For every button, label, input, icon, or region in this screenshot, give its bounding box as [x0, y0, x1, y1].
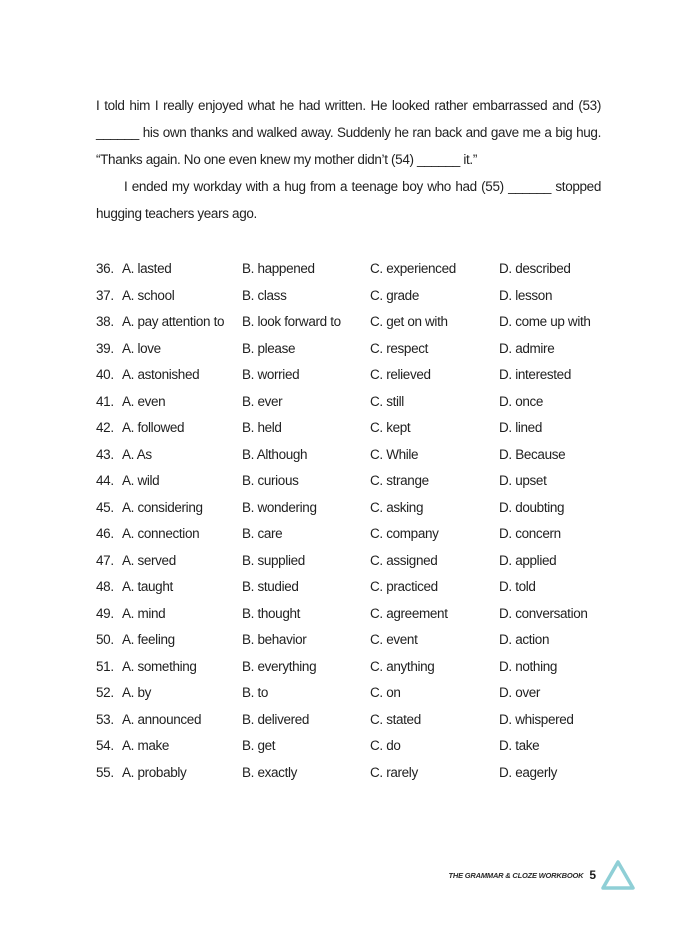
question-number: 53.	[96, 711, 114, 727]
option-d: D. over	[499, 685, 541, 700]
option-row	[96, 654, 601, 681]
option-a: A. followed	[122, 420, 185, 435]
option-b: B. studied	[242, 579, 299, 594]
option-c: C. experienced	[370, 261, 456, 276]
option-a: A. pay attention to	[122, 314, 225, 329]
question-number: 52.	[96, 685, 114, 700]
option-d: D. come up with	[499, 314, 591, 329]
option-c: C. relieved	[370, 367, 431, 382]
passage-paragraph-2: I ended my workday with a hug from a teenage boy who had (55) ______ stopped hugging teachers years ago.	[96, 179, 601, 221]
option-a: A. As	[122, 446, 152, 462]
option-row	[96, 442, 601, 469]
question-number: 54.	[96, 738, 114, 753]
question-number: 36.	[96, 261, 114, 276]
option-b: B. look forward to	[242, 314, 341, 329]
option-a: A. school	[122, 287, 175, 303]
option-d: D. nothing	[499, 658, 558, 674]
option-a: A. announced	[122, 711, 202, 727]
option-b: B. happened	[242, 261, 315, 276]
question-number: 46.	[96, 526, 114, 541]
option-b: B. supplied	[242, 552, 305, 568]
option-a: A. taught	[122, 579, 173, 594]
option-c: C. assigned	[370, 552, 438, 568]
option-d: D. doubting	[499, 499, 565, 515]
option-row	[96, 362, 601, 389]
option-row	[96, 627, 601, 654]
option-c: C. asking	[370, 499, 424, 515]
option-b: B. please	[242, 340, 296, 356]
question-number: 51.	[96, 658, 114, 674]
option-a: A. wild	[122, 473, 160, 488]
question-number: 50.	[96, 632, 114, 647]
option-c: C. strange	[370, 473, 429, 488]
question-number: 55.	[96, 764, 114, 780]
option-row	[96, 415, 601, 442]
answer-options-list	[96, 256, 601, 786]
option-row	[96, 707, 601, 734]
option-d: D. lesson	[499, 287, 553, 303]
option-a: A. make	[122, 738, 170, 753]
option-d: D. admire	[499, 340, 555, 356]
question-number: 40.	[96, 367, 114, 382]
option-row	[96, 309, 601, 336]
option-a: A. probably	[122, 764, 187, 780]
option-row	[96, 548, 601, 575]
option-b: B. held	[242, 420, 282, 435]
option-b: B. everything	[242, 658, 317, 674]
option-row	[96, 601, 601, 628]
option-b: B. care	[242, 526, 283, 541]
option-row	[96, 733, 601, 760]
option-b: B. delivered	[242, 711, 310, 727]
option-c: C. rarely	[370, 764, 418, 780]
question-number: 43.	[96, 446, 114, 462]
option-c: C. still	[370, 393, 404, 409]
option-b: B. class	[242, 287, 287, 303]
option-d: D. lined	[499, 420, 542, 435]
option-c: C. on	[370, 685, 401, 700]
question-number: 37.	[96, 287, 114, 303]
option-c: C. get on with	[370, 314, 448, 329]
option-c: C. stated	[370, 711, 421, 727]
page-footer	[449, 858, 637, 892]
option-a: A. connection	[122, 526, 200, 541]
triangle-outline-icon	[600, 859, 636, 891]
option-d: D. action	[499, 632, 550, 647]
option-a: A. lasted	[122, 261, 172, 276]
question-number: 48.	[96, 579, 114, 594]
option-row	[96, 495, 601, 522]
question-number: 47.	[96, 552, 114, 568]
option-d: D. applied	[499, 552, 557, 568]
option-a: A. considering	[122, 499, 203, 515]
option-c: C. respect	[370, 340, 429, 356]
option-b: B. curious	[242, 473, 299, 488]
option-a: A. something	[122, 658, 197, 674]
option-c: C. grade	[370, 287, 419, 303]
question-number: 38.	[96, 314, 114, 329]
option-c: C. event	[370, 632, 418, 647]
option-b: B. thought	[242, 605, 301, 621]
footer-book-title: THE GRAMMAR & CLOZE WORKBOOK	[448, 870, 584, 880]
question-number: 42.	[96, 420, 114, 435]
option-c: C. practiced	[370, 579, 438, 594]
option-d: D. conversation	[499, 605, 588, 621]
option-c: C. company	[370, 526, 439, 541]
option-c: C. kept	[370, 420, 411, 435]
option-b: B. wondering	[242, 499, 317, 515]
option-a: A. love	[122, 340, 161, 356]
question-number: 45.	[96, 499, 114, 515]
option-d: D. described	[499, 261, 571, 276]
page-number: 5	[589, 868, 596, 882]
option-b: B. to	[242, 685, 269, 700]
option-b: B. ever	[242, 393, 283, 409]
option-row	[96, 389, 601, 416]
option-d: D. eagerly	[499, 764, 558, 780]
option-d: D. whispered	[499, 711, 574, 727]
option-row	[96, 256, 601, 283]
option-b: B. worried	[242, 367, 300, 382]
option-d: D. told	[499, 579, 536, 594]
option-d: D. once	[499, 393, 544, 409]
option-a: A. feeling	[122, 632, 175, 647]
option-row	[96, 521, 601, 548]
option-b: B. behavior	[242, 632, 307, 647]
option-d: D. interested	[499, 367, 571, 382]
option-d: D. take	[499, 738, 540, 753]
option-row	[96, 680, 601, 707]
option-c: C. do	[370, 738, 401, 753]
question-number: 49.	[96, 605, 114, 621]
question-number: 39.	[96, 340, 114, 356]
option-c: C. agreement	[370, 605, 448, 621]
option-row	[96, 336, 601, 363]
option-row	[96, 574, 601, 601]
option-a: A. served	[122, 552, 176, 568]
option-a: A. mind	[122, 605, 166, 621]
question-number: 44.	[96, 473, 114, 488]
option-row	[96, 283, 601, 310]
option-row	[96, 760, 601, 787]
option-b: B. get	[242, 738, 276, 753]
option-b: B. exactly	[242, 764, 298, 780]
cloze-passage	[96, 92, 601, 227]
option-a: A. even	[122, 393, 166, 409]
option-d: D. Because	[499, 446, 566, 462]
option-row	[96, 468, 601, 495]
question-number: 41.	[96, 393, 114, 409]
option-a: A. astonished	[122, 367, 200, 382]
option-a: A. by	[122, 685, 152, 700]
passage-paragraph-1: I told him I really enjoyed what he had written. He looked rather embarrassed and (53) ______ his own thanks and walked away. Suddenly he ran back and gave me a big hug. “Thanks again. No one even knew my mother didn’t (54) ______ it.”	[96, 98, 601, 167]
option-b: B. Although	[242, 446, 308, 462]
option-c: C. While	[370, 446, 419, 462]
option-c: C. anything	[370, 658, 435, 674]
option-d: D. upset	[499, 473, 547, 488]
option-d: D. concern	[499, 526, 561, 541]
